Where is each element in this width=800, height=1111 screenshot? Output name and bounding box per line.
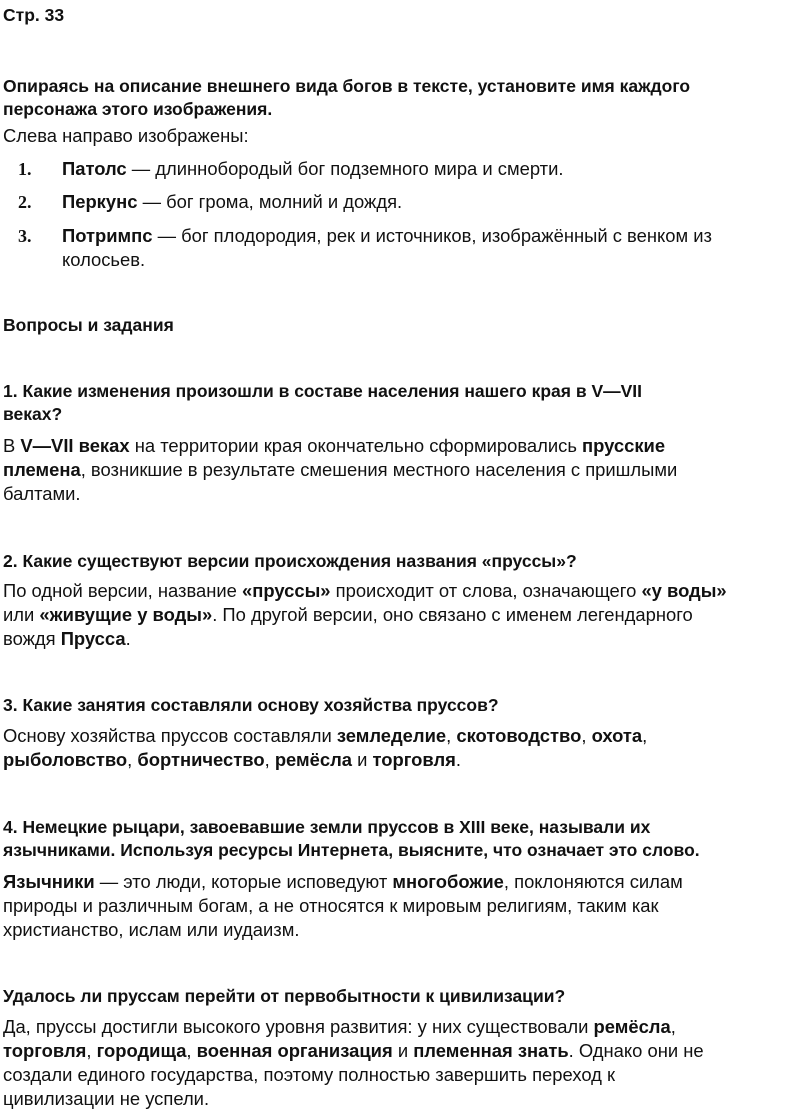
god-name: Перкунс bbox=[62, 191, 138, 212]
answer-3-line-2: рыболовство, бортничество, ремёсла и торговля. bbox=[3, 749, 461, 770]
question-4-title-line-2: язычниками. Используя ресурсы Интернета, выясните, что означает это слово. bbox=[3, 840, 700, 860]
god-desc-continued: колосьев. bbox=[62, 249, 146, 270]
list-text bbox=[62, 224, 712, 248]
question-4-title-line-1: 4. Немецкие рыцари, завоевавшие земли пруссов в XIII веке, называли их bbox=[3, 817, 651, 837]
question-3-title: 3. Какие занятия составляли основу хозяйства пруссов? bbox=[3, 695, 499, 715]
list-text bbox=[62, 157, 563, 181]
list-number: 1. bbox=[18, 159, 32, 179]
answer-2-line-3: вождя Прусса. bbox=[3, 628, 131, 649]
intro-lead: Слева направо изображены: bbox=[3, 125, 249, 146]
answer-5-line-4: цивилизации не успели. bbox=[3, 1088, 210, 1109]
god-name: Патолс bbox=[62, 158, 127, 179]
answer-2-line-2: или «живущие у воды». По другой версии, оно связано с именем легендарного bbox=[3, 604, 693, 625]
intro-question-line-2: персонажа этого изображения. bbox=[3, 99, 273, 119]
list-number: 3. bbox=[18, 226, 32, 246]
answer-5-line-1: Да, пруссы достигли высокого уровня развития: у них существовали ремёсла, bbox=[3, 1016, 676, 1037]
list-number: 2. bbox=[18, 192, 32, 212]
page-label: Стр. 33 bbox=[3, 5, 65, 25]
answer-1-line-2: племена, возникшие в результате смешения местного населения с пришлыми bbox=[3, 459, 678, 480]
answer-3-line-1: Основу хозяйства пруссов составляли земледелие, скотоводство, охота, bbox=[3, 725, 648, 746]
intro-question-line-1: Опираясь на описание внешнего вида богов в тексте, установите имя каждого bbox=[3, 76, 691, 96]
question-1-title-line-2: веках? bbox=[3, 404, 63, 424]
list-text bbox=[62, 190, 402, 214]
answer-1-line-1: В V—VII веках на территории края окончательно сформировались прусские bbox=[3, 435, 666, 456]
god-desc: — бог грома, молний и дождя. bbox=[137, 191, 403, 212]
answer-5-line-2: торговля, городища, военная организация и племенная знать. Однако они не bbox=[3, 1040, 704, 1061]
answer-2-line-1: По одной версии, название «пруссы» происходит от слова, означающего «у воды» bbox=[3, 580, 727, 601]
question-5-title: Удалось ли пруссам перейти от первобытности к цивилизации? bbox=[3, 986, 566, 1006]
section-title: Вопросы и задания bbox=[3, 315, 174, 335]
question-2-title: 2. Какие существуют версии происхождения названия «пруссы»? bbox=[3, 551, 577, 571]
answer-5-line-3: создали единого государства, поэтому полностью завершить переход к bbox=[3, 1064, 616, 1085]
god-desc: — длиннобородый бог подземного мира и смерти. bbox=[126, 158, 564, 179]
answer-4-line-3: христианство, ислам или иудаизм. bbox=[3, 919, 300, 940]
answer-4-line-2: природы и различным богам, а не относятся к мировым религиям, таким как bbox=[3, 895, 659, 916]
answer-1-line-3: балтами. bbox=[3, 483, 81, 504]
question-1-title-line-1: 1. Какие изменения произошли в составе населения нашего края в V—VII bbox=[3, 381, 643, 401]
answer-4-line-1: Язычники — это люди, которые исповедуют многобожие, поклоняются силам bbox=[3, 871, 683, 892]
god-desc: — бог плодородия, рек и источников, изображённый с венком из bbox=[152, 225, 712, 246]
god-name: Потримпс bbox=[62, 225, 153, 246]
